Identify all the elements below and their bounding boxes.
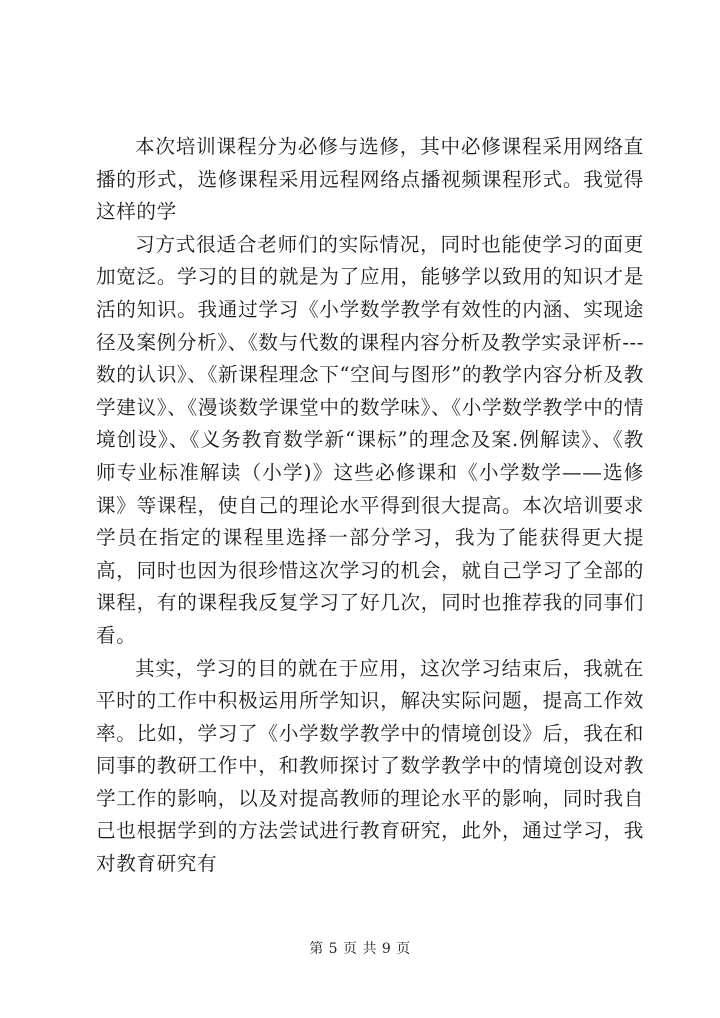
paragraph-2: 习方式很适合老师们的实际情况，同时也能使学习的面更加宽泛。学习的目的就是为了应用，能够学以致用的知识才是活的知识。我通过学习《小学数学教学有效性的内涵、实现途径及案例分析》、《数与代数的课程内容分析及教学实录评析---数的认识》、《新课程理念下“空间与图形”的教学内容分析及教学建议》、《漫谈数学课堂中的数学味》、《小学数学教学中的情境创设》、《义务教育数学新“课标”的理念及案.例解读》、《教师专业标准解读（小学)》这些必修课和《小学数学——选修课》等课程，使自己的理论水平得到很大提高。本次培训要求学员在指定的课程里选择一部分学习，我为了能获得更大提高，同时也因为很珍惜这次学习的机会，就自己学习了全部的课程，有的课程我反复学习了好几次，同时也推荐我的同事们看。: [96, 232, 644, 647]
page-number-label: 第 5 页 共 9 页: [309, 941, 411, 957]
paragraph-3: 其实，学习的目的就在于应用，这次学习结束后，我就在平时的工作中积极运用所学知识，解决实际问题，提高工作效率。比如，学习了《小学数学教学中的情境创设》后，我在和同事的教研工作中，和教师探讨了数学教学中的情境创设对教学工作的影响，以及对提高教师的理论水平的影响，同时我自己也根据学到的方法尝试进行教育研究，此外，通过学习，我对教育研究有: [96, 656, 644, 876]
page-footer: [0, 938, 720, 958]
document-body: [96, 131, 644, 881]
paragraph-1: 本次培训课程分为必修与选修，其中必修课程采用网络直播的形式，选修课程采用远程网络点播视频课程形式。我觉得这样的学: [96, 135, 644, 224]
